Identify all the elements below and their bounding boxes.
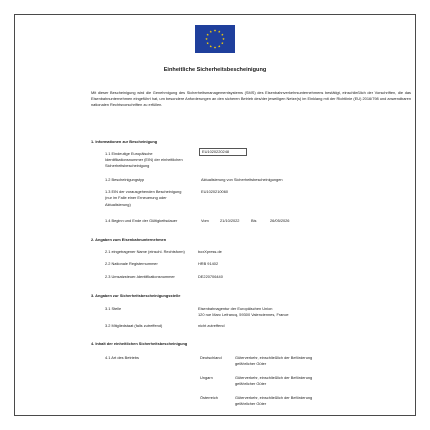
country-hungary: Ungarn <box>200 375 213 380</box>
company-name-label: 2.1 eingetragener Name (einschl. Rechtsform) <box>105 249 185 254</box>
document-title: Einheitliche Sicherheitsbescheinigung <box>163 67 267 73</box>
certifying-body-label: 3.1 Stelle <box>105 306 122 311</box>
eid-label-line3: Sicherheitsbescheinigung <box>105 163 150 168</box>
operation-austria-line1: Güterverkehr, einschließlich der Beförderung <box>235 395 313 400</box>
vat-number-value: DE220706440 <box>198 274 223 279</box>
previous-ein-value: EU1020210060 <box>201 189 229 194</box>
eid-label-line2: Identifikationsnummer (EIN) der einheitlichen <box>105 157 183 162</box>
certifying-body-name: Eisenbahnagentur der Europäischen Union <box>198 306 273 311</box>
vat-number-label: 2.3 Umsatzsteuer-Identifikationsnummer <box>105 274 175 279</box>
certificate-type-value: Aktualisierung von Sicherheitsbescheinigungen <box>201 177 283 182</box>
operation-hungary-line2: gefährlicher Güter <box>235 381 267 386</box>
section-4-heading: 4. Inhalt der einheitlichen Sicherheitsbescheinigung <box>91 341 188 346</box>
register-number-label: 2.2 Nationale Registernummer <box>105 261 158 266</box>
register-number-value: HRB 91402 <box>198 261 219 266</box>
eu-flag-icon <box>195 25 235 53</box>
eid-value: EU1020220248 <box>199 148 247 156</box>
section-3-heading: 3. Angaben zur Sicherheitsbescheinigungsstelle <box>91 293 181 298</box>
company-name-value: boxXpress.de <box>198 249 222 254</box>
operation-germany-line1: Güterverkehr, einschließlich der Beförderung <box>235 355 313 360</box>
previous-ein-label-line1: 1.3 EIN der vorausgehenden Bescheinigung <box>105 189 182 194</box>
country-germany: Deutschland <box>200 355 222 360</box>
operation-germany-line2: gefährlicher Güter <box>235 361 267 366</box>
operation-hungary-line1: Güterverkehr, einschließlich der Beförderung <box>235 375 313 380</box>
previous-ein-label-line3: Aktualisierung) <box>105 202 131 207</box>
section-2-heading: 2. Angaben zum Eisenbahnunternehmen <box>91 237 167 242</box>
eid-label-line1: 1.1 Eindeutige Europäische <box>105 151 153 156</box>
validity-to-label: Bis <box>251 218 257 223</box>
validity-to-value: 26/05/2026 <box>270 218 290 223</box>
validity-label: 1.4 Beginn und Ende der Gültigkeitsdauer <box>105 218 178 223</box>
certifying-body-address: 120 rue Marc Lefrancq, 59300 Valenciennes, France <box>198 312 289 317</box>
intro-paragraph: Mit dieser Bescheinigung wird die Genehmigung des Sicherheitsmanagementsystems (SMS) des Eisenbahnverkehrsunternehmens bestätigt, einschließlich der Vorschriften, die das Eisenbahnunternehmen eingeführt hat, um besondere Anforderungen an den sicheren Betrieb des/der jeweiligen Netze(s) im Einklang mit der Richtlinie (EU) 2016/798 und anwendbaren nationalen Rechtsvorschriften zu erfüllen. <box>91 90 411 108</box>
validity-from-label: Vom <box>201 218 209 223</box>
certificate-type-label: 1.2 Bescheinigungstyp <box>105 177 145 182</box>
certificate-page <box>14 14 416 416</box>
member-state-value: nicht zutreffend <box>198 323 225 328</box>
member-state-label: 3.2 Mitgliedstaat (falls zutreffend) <box>105 323 163 328</box>
operation-austria-line2: gefährlicher Güter <box>235 401 267 406</box>
previous-ein-label-line2: (nur im Falle einer Erneuerung oder <box>105 195 167 200</box>
operation-type-label: 4.1 Art des Betriebs <box>105 355 139 360</box>
section-1-heading: 1. Informationen zur Bescheinigung <box>91 139 158 144</box>
country-austria: Österreich <box>200 395 218 400</box>
validity-from-value: 21/10/2022 <box>220 218 240 223</box>
